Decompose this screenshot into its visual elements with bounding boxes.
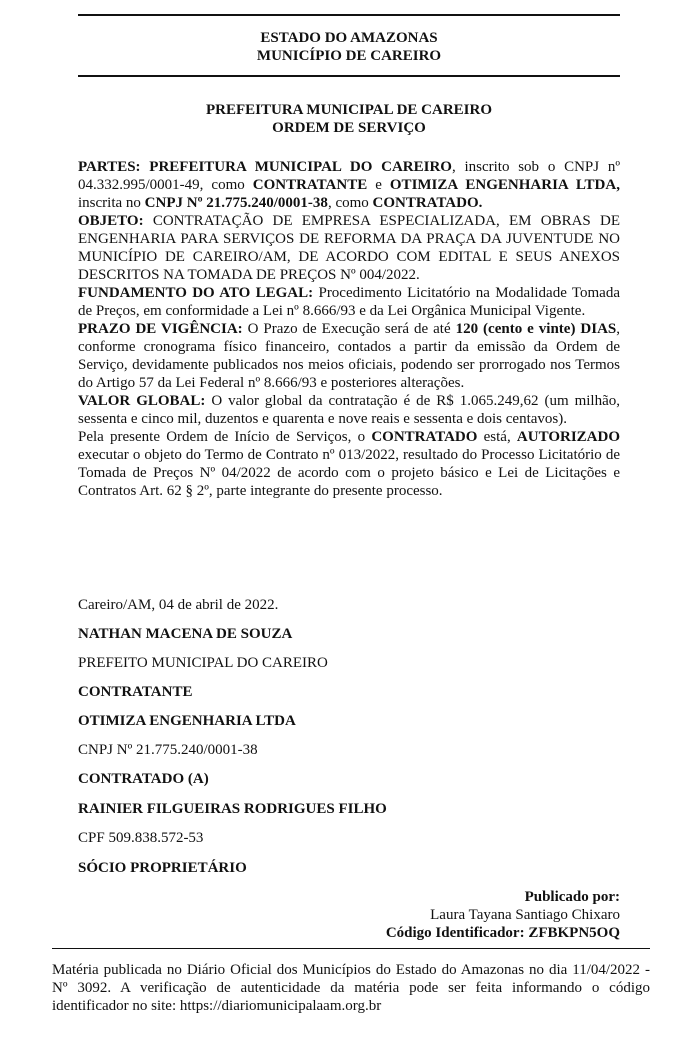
document-title — [78, 101, 620, 137]
final-autorizado: AUTORIZADO — [516, 429, 620, 445]
title-line-1: PREFEITURA MUNICIPAL DE CAREIRO — [206, 102, 492, 118]
final-text-2: está, — [477, 429, 517, 445]
partes-cnpj: CNPJ Nº 21.775.240/0001-38 — [144, 195, 328, 211]
objeto-paragraph — [78, 212, 620, 284]
final-text-3: executar o objeto do Termo de Contrato nº 013/2022, resultado do Processo Licitatório de Tomada de Preços Nº 04/2022 de acordo com o projeto básico e Lei de Licitações e Contratos Art. 62 § 2º, parte integrante do presente processo. — [78, 447, 620, 499]
final-text-1: Pela presente Ordem de Início de Serviços, o — [78, 429, 372, 445]
identifier-label: Código Identificador: — [385, 925, 525, 941]
state-header — [78, 29, 620, 65]
partner-role: SÓCIO PROPRIETÁRIO — [78, 860, 247, 876]
prazo-paragraph — [78, 320, 620, 392]
publisher-name: Laura Tayana Santiago Chixaro — [430, 907, 620, 923]
final-contratado: CONTRATADO — [371, 429, 478, 445]
top-rule — [78, 14, 620, 16]
fundamento-text: Procedimento Licitatório na Modalidade Tomada de Preços, em conformidade a Lei nº 8.666/93 e da Lei Orgânica Municipal Vigente. — [78, 285, 620, 319]
title-line-2: ORDEM DE SERVIÇO — [272, 120, 426, 136]
partes-text-3: inscrita no — [78, 195, 145, 211]
company-cnpj: CNPJ Nº 21.775.240/0001-38 — [78, 742, 258, 758]
header-rule — [78, 75, 620, 77]
published-by-label: Publicado por: — [524, 889, 620, 905]
fundamento-label: FUNDAMENTO DO ATO LEGAL: — [78, 285, 314, 301]
signature-date: Careiro/AM, 04 de abril de 2022. — [78, 597, 279, 613]
partes-label: PARTES: PREFEITURA MUNICIPAL DO CAREIRO — [78, 159, 452, 175]
footer-rule — [52, 948, 650, 949]
partes-text-4: , como — [327, 195, 373, 211]
autorizacao-paragraph — [78, 428, 620, 500]
partes-contratado: CONTRATADO. — [372, 195, 483, 211]
objeto-text: CONTRATAÇÃO DE EMPRESA ESPECIALIZADA, EM OBRAS DE ENGENHARIA PARA SERVIÇOS DE REFORMA DA PRAÇA DA JUVENTUDE NO MUNICÍPIO DE CAREIRO/AM, DE ACORDO COM EDITAL E SEUS ANEXOS DESCRITOS NA TOMADA DE PREÇOS Nº 004/2022. — [78, 213, 620, 283]
prazo-label: PRAZO DE VIGÊNCIA: — [78, 321, 243, 337]
partner-name: RAINIER FILGUEIRAS RODRIGUES FILHO — [78, 801, 387, 817]
partes-contratante: CONTRATANTE — [252, 177, 368, 193]
partner-cpf: CPF 509.838.572-53 — [78, 830, 204, 846]
objeto-label: OBJETO: — [78, 213, 144, 229]
mayor-name: NATHAN MACENA DE SOUZA — [78, 626, 293, 642]
contratante-label: CONTRATANTE — [78, 684, 193, 700]
prazo-days: 120 (cento e vinte) DIAS — [455, 321, 617, 337]
valor-label: VALOR GLOBAL: — [78, 393, 206, 409]
prazo-text-1: O Prazo de Execução será de até — [242, 321, 456, 337]
publication-block — [386, 888, 620, 942]
fundamento-paragraph — [78, 284, 620, 320]
partes-text-2: e — [367, 177, 390, 193]
partes-paragraph — [78, 158, 620, 212]
identifier-line — [386, 924, 620, 942]
header-line-1: ESTADO DO AMAZONAS — [260, 30, 438, 46]
footer-note: Matéria publicada no Diário Oficial dos Municípios do Estado do Amazonas no dia 11/04/2022 - Nº 3092. A verificação de autenticidade da matéria pode ser feita informando o código identificador no site: https://diariomunicipalaam.org.br — [52, 962, 650, 1014]
prazo-text-2: , conforme cronograma físico financeiro, contados a partir da emissão da Ordem de Serviço, devidamente publicados nos meios oficiais, podendo ser prorrogado nos Termos do Artigo 57 da Lei Federal nº 8.666/93 e posteriores alterações. — [78, 321, 620, 391]
valor-text: O valor global da contratação é de R$ 1.065.249,62 (um milhão, sessenta e cinco mil, duzentos e quarenta e nove reais e sessenta e dois centavos). — [78, 393, 620, 427]
header-line-2: MUNICÍPIO DE CAREIRO — [256, 48, 442, 64]
identifier-code: ZFBKPN5OQ — [528, 925, 620, 941]
mayor-role: PREFEITO MUNICIPAL DO CAREIRO — [78, 655, 328, 671]
partes-text-1: , inscrito sob o CNPJ nº 04.332.995/0001-49, como — [78, 159, 620, 193]
company-name: OTIMIZA ENGENHARIA LTDA — [78, 713, 296, 729]
valor-paragraph — [78, 392, 620, 428]
document-body — [78, 158, 620, 500]
partes-company: OTIMIZA ENGENHARIA LTDA, — [389, 177, 620, 193]
contratado-label: CONTRATADO (A) — [78, 771, 209, 787]
